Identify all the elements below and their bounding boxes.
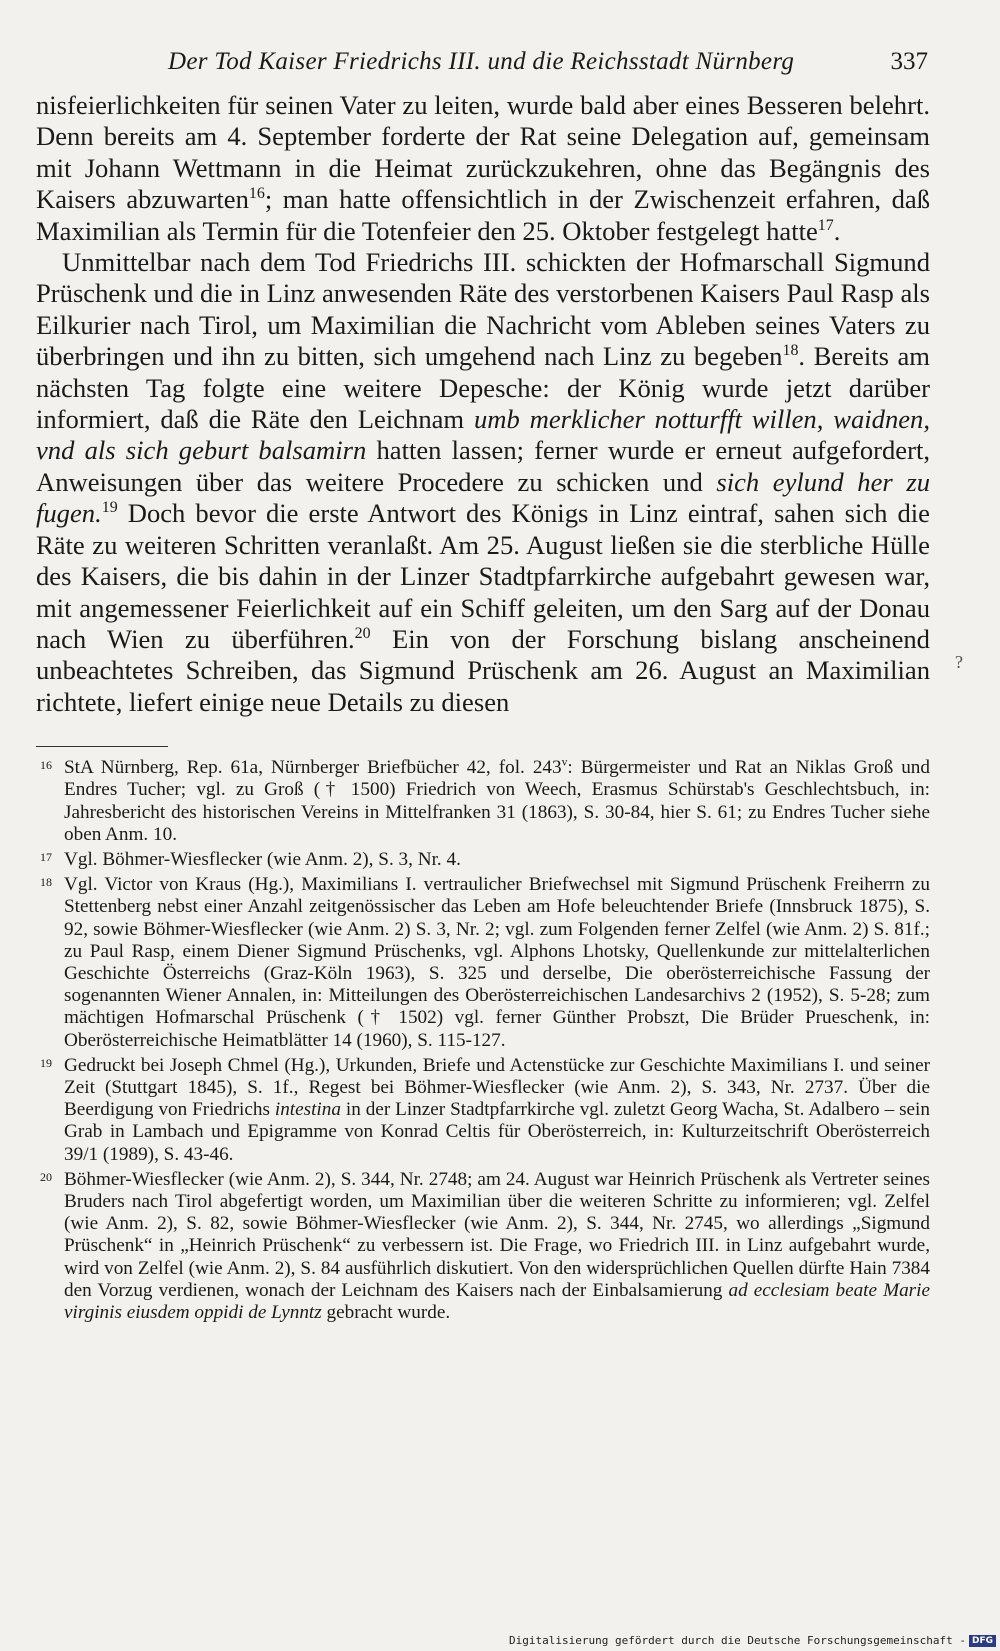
main-text [36,90,930,718]
footnote-number: 19 [40,1055,52,1070]
text-run: Doch bevor die erste Antwort des Königs in Linz eintraf, sahen sich die Räte zu weiteren Schritten veranlaßt. Am 25. August ließen sie die sterbliche Hülle des Kaisers, die bis dahin in der Linzer Stadtpfarrkirche aufgebahrt gewesen war, mit angemessener Feierlichkeit auf ein Schiff geleiten, um den Sarg auf der Donau nach Wien zu überführen. [36,498,930,654]
text-run: . [833,215,841,246]
footnotes [36,757,930,1324]
text-run: Ein von der Forschung bislang anscheinend unbeachtetes Schreiben, das Sigmund Prüschenk am 26. August an Maximilian richtete, liefert einige neue Details zu diesen [36,623,930,717]
footnote-19 [36,1055,930,1166]
margin-mark: ? [955,652,963,672]
footnote-ref-17[interactable]: 17 [817,216,834,234]
text-run: Unmittelbar nach dem Tod Friedrichs III. schickten der Hofmarschall Sigmund Prüschenk und die in Linz anwesenden Räte des verstorbenen Kaisers Paul Rasp als Eilkurier nach Tirol, um Maximilian die Nachricht vom Ableben seines Vaters zu überbringen und ihn zu bitten, sich umgehend nach Linz zu begeben [36,247,930,372]
footnote-17 [36,849,930,871]
footnote-number: 18 [40,875,52,890]
text-run: hatten lassen; ferner wurde er erneut aufgefordert, Anweisungen über das weitere Procedere zu schicken und [36,435,930,497]
footnote-text: gebracht wurde. [321,1302,451,1323]
footnote-number: 17 [40,849,52,864]
digitization-footer [509,1634,996,1647]
text-run: . Bereits am nächsten Tag folgte eine weitere Depesche: der König wurde jetzt darüber informiert, daß die Räte den Leichnam [36,341,930,435]
footnote-ref-19[interactable]: 19 [101,499,118,517]
dfg-logo: DFG [969,1635,996,1647]
footnote-text: : Bürgermeister und Rat an Niklas Groß und Endres Tucher; vgl. zu Groß († 1500) Friedrich von Weech, Erasmus Schürstab's Geschlechtsbuch, in: Jahresbericht des historischen Vereins in Mittelfranken 31 (1863), S. 30-84, hier S. 61; zu Endres Tucher siehe oben Anm. 10. [64,757,930,845]
quote-italic: umb merklicher notturfft willen, waidnen, vnd als sich geburt balsamirn [36,404,930,466]
footnote-divider [36,746,168,747]
funding-note: Digitalisierung gefördert durch die Deutsche Forschungsgemeinschaft - [509,1634,966,1647]
footnote-text: Gedruckt bei Joseph Chmel (Hg.), Urkunden, Briefe und Actenstücke zur Geschichte Maximilians I. und seiner Zeit (Stuttgart 1845), S. 1f., Regest bei Böhmer-Wiesflecker (wie Anm. 2), S. 343, Nr. 2737. Über die Beerdigung von Friedrichs [64,1054,930,1121]
footnote-number: 16 [40,758,52,773]
footnote-text: Vgl. Böhmer-Wiesflecker (wie Anm. 2), S. 3, Nr. 4. [64,848,461,870]
footnote-20 [36,1169,930,1324]
footnote-ref-20[interactable]: 20 [354,625,371,643]
running-header [36,40,930,80]
footnote-18 [36,874,930,1052]
text-run: ; man hatte offensichtlich in der Zwischenzeit erfahren, daß Maximilian als Termin für die Totenfeier den 25. Oktober festgelegt hatte [36,184,930,246]
folio-verso-mark: v [561,756,568,769]
footnote-italic: intestina [274,1099,341,1121]
footnote-text: in der Linzer Stadtpfarrkirche vgl. zuletzt Georg Wacha, St. Adalbero – sein Grab in Lambach und Epigramme von Konrad Celtis für Oberösterreich, in: Kulturzeitschrift Oberösterreich 39/1 (1989), S. 43-46. [64,1099,930,1165]
footnote-text: StA Nürnberg, Rep. 61a, Nürnberger Briefbücher 42, fol. 243 [64,757,562,779]
paragraph-1 [36,90,930,247]
page-number: 337 [890,48,928,75]
footnote-text: Böhmer-Wiesflecker (wie Anm. 2), S. 344, Nr. 2748; am 24. August war Heinrich Prüschenk als Vertreter seines Bruders nach Tirol abgefertigt worden, um Maximilian über die weiteren Schritte zu informieren; vgl. Zelfel (wie Anm. 2), S. 82, sowie Böhmer-Wiesflecker (wie Anm. 2), S. 344, Nr. 2745, wo allerdings „Sigmund Prüschenk“ in „Heinrich Prüschenk“ zu verbessern ist. Die Frage, wo Friedrich III. in Linz aufgebahrt wurde, wird von Zelfel (wie Anm. 2), S. 84 ausführlich diskutiert. Von den widersprüchlichen Quellen dürfte Hain 7384 den Vorzug verdienen, wonach der Leichnam des Kaisers nach der Einbalsamierung [64,1168,930,1301]
footnote-16 [36,757,930,846]
paragraph-2 [36,247,930,718]
footnote-text: Vgl. Victor von Kraus (Hg.), Maximilians I. vertraulicher Briefwechsel mit Sigmund Prüschenk Freiherrn zu Stettenberg nebst einer Anzahl zeitgenössischer das Leben am Hofe beleuchtender Briefe (Innsbruck 1875), S. 92, sowie Böhmer-Wiesflecker (wie Anm. 2) S. 3, Nr. 2; vgl. zum Folgenden ferner Zelfel (wie Anm. 2) S. 81f.; zu Paul Rasp, einem Diener Sigmund Prüschenks, vgl. Alphons Lhotsky, Quellenkunde zur mittelalterlichen Geschichte Österreichs (Graz-Köln 1963), S. 325 und derselbe, Die oberösterreichische Fassung der sogenannten Wiener Annalen, in: Mitteilungen des Oberösterreichischen Landesarchivs 2 (1952), S. 5-28; zum mächtigen Hofmarschal Prüschenk († 1502) vgl. ferner Günther Probszt, Die Brüder Prueschenk, in: Oberösterreichische Heimatblätter 14 (1960), S. 115-127. [64,874,930,1051]
footnote-italic: ad ecclesiam beate Marie virginis eiusdem oppidi de Lynntz [64,1279,930,1323]
footnote-ref-16[interactable]: 16 [248,185,265,203]
footnote-ref-18[interactable]: 18 [782,342,799,360]
book-page [36,40,930,1327]
quote-italic: sich eylund her zu fugen. [36,466,930,529]
text-run: nisfeierlichkeiten für seinen Vater zu leiten, wurde bald aber eines Besseren belehrt. Denn bereits am 4. September forderte der Rat seine Delegation auf, gemeinsam mit Johann Wettmann in die Heimat zurückzukehren, ohne das Begängnis des Kaisers abzuwarten [36,90,930,215]
running-title: Der Tod Kaiser Friedrichs III. und die Reichsstadt Nürnberg [168,48,795,75]
footnote-number: 20 [40,1169,52,1184]
